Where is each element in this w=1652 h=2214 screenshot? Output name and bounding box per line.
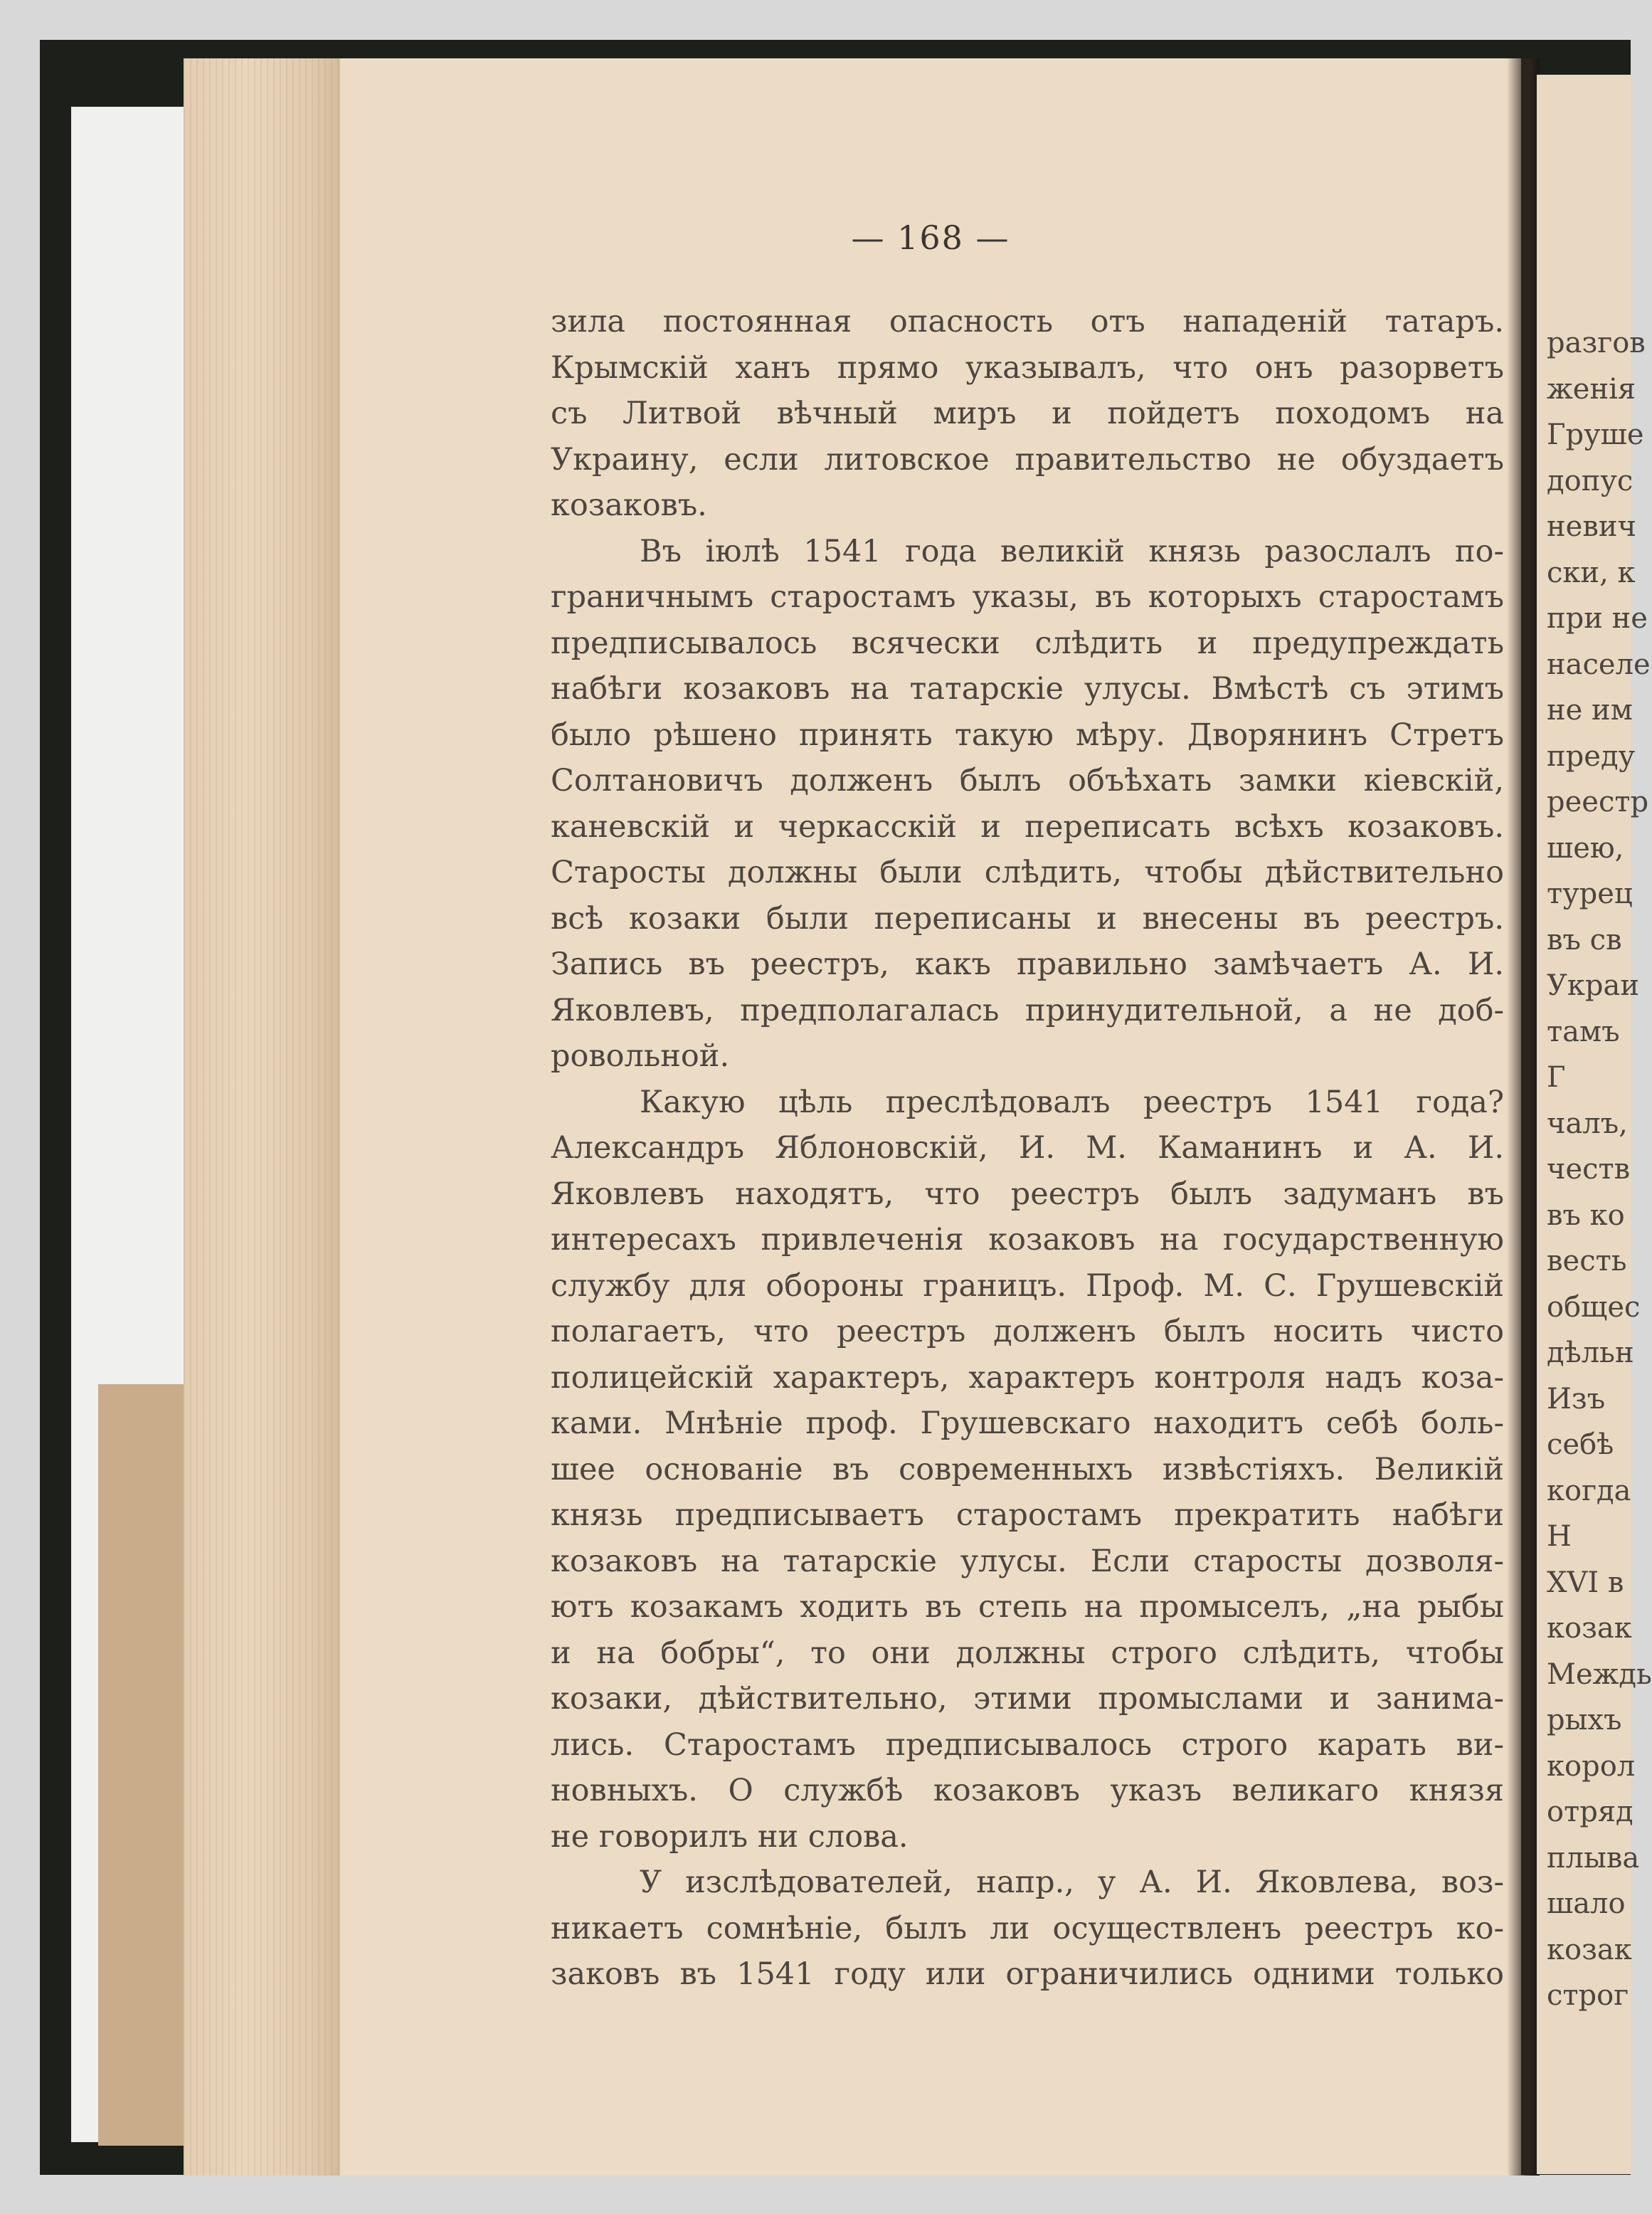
text-line: Солтановичъ долженъ былъ объѣхать замки кіевскій, xyxy=(551,763,1504,798)
text-line: Какую цѣль преслѣдовалъ реестръ 1541 года? xyxy=(640,1084,1504,1120)
book-page xyxy=(340,58,1521,2176)
text-line: граничнымъ старостамъ указы, въ которыхъ старостамъ xyxy=(551,579,1504,615)
next-page-line: турец xyxy=(1547,877,1633,910)
next-page-line: козак xyxy=(1547,1612,1632,1645)
next-page-line: рыхъ xyxy=(1547,1704,1622,1736)
book-fore-edge xyxy=(184,58,341,2176)
text-line: никаетъ сомнѣніе, былъ ли осуществленъ реестръ ко- xyxy=(551,1910,1504,1946)
next-page-line: весть xyxy=(1547,1245,1627,1277)
text-line: Въ іюлѣ 1541 года великій князь разослалъ по- xyxy=(640,533,1504,569)
text-line: Крымскій ханъ прямо указывалъ, что онъ разорветъ xyxy=(551,349,1504,386)
next-page-text xyxy=(1537,320,1652,2019)
text-line: козаки, дѣйствительно, этими промыслами и занима- xyxy=(551,1681,1504,1717)
text-line: было рѣшено принять такую мѣру. Дворянинъ Стретъ xyxy=(551,717,1504,753)
text-line: У изслѣдователей, напр., у А. И. Яковлева, воз- xyxy=(640,1865,1504,1900)
next-page-line: Г xyxy=(1547,1061,1566,1094)
next-page-line: допус xyxy=(1547,464,1634,497)
text-line: Яковлевъ находятъ, что реестръ былъ задуманъ въ xyxy=(551,1176,1504,1212)
text-line: ровольной. xyxy=(551,1038,730,1074)
text-line: ютъ козакамъ ходить въ степь на промыселъ, „на рыбы xyxy=(551,1589,1504,1625)
text-line: полагаетъ, что реестръ долженъ былъ носить чисто xyxy=(551,1314,1504,1349)
next-page-line: въ св xyxy=(1547,923,1622,956)
next-page-line: не им xyxy=(1547,694,1633,727)
next-page-line: XVI в xyxy=(1547,1566,1624,1599)
text-line: съ Литвой вѣчный миръ и пойдетъ походомъ на xyxy=(551,396,1504,431)
next-page-line: женія xyxy=(1547,372,1636,406)
next-page-line: дѣльн xyxy=(1547,1337,1634,1369)
next-page-line: Изъ xyxy=(1547,1382,1606,1416)
text-line: козаковъ на татарскіе улусы. Если старосты дозволя- xyxy=(551,1543,1504,1579)
text-line: службу для обороны границъ. Проф. М. С. Грушевскій xyxy=(551,1267,1504,1304)
next-page-line: себѣ xyxy=(1547,1428,1614,1461)
next-page-line: корол xyxy=(1547,1749,1636,1783)
next-page-line: Груше xyxy=(1547,418,1644,451)
tan-backing-strip xyxy=(98,1384,184,2146)
next-page-line: честв xyxy=(1547,1153,1631,1186)
text-line: лись. Старостамъ предписывалось строго карать ви- xyxy=(551,1727,1504,1763)
text-line: Украину, если литовское правительство не обуздаетъ xyxy=(551,441,1504,478)
next-page-fragment xyxy=(1537,75,1652,2174)
next-page-line: Н xyxy=(1547,1520,1572,1553)
next-page-line: при не xyxy=(1547,602,1648,635)
text-line: шее основаніе въ современныхъ извѣстіяхъ. Великій xyxy=(551,1451,1504,1487)
text-line: и на бобры“, то они должны строго слѣдить, чтобы xyxy=(551,1635,1504,1671)
next-page-line: общес xyxy=(1547,1290,1641,1324)
text-line: каневскій и черкасскій и переписать всѣхъ козаковъ. xyxy=(551,808,1504,845)
text-line: интересахъ привлеченія козаковъ на государственную xyxy=(551,1222,1504,1258)
page-text xyxy=(551,299,1504,1998)
next-page-line: шею, xyxy=(1547,831,1624,865)
next-page-line: плыва xyxy=(1547,1841,1640,1875)
text-line: Старосты должны были слѣдить, чтобы дѣйствительно xyxy=(551,855,1504,890)
next-page-line: отряд xyxy=(1547,1796,1634,1828)
text-line: Запись въ реестръ, какъ правильно замѣчаетъ А. И. xyxy=(551,947,1504,982)
next-page-line: Украи xyxy=(1547,969,1640,1002)
text-line: козаковъ. xyxy=(551,487,707,523)
next-page-line: разгов xyxy=(1547,327,1646,359)
text-line: Яковлевъ, предполагалась принудительной, а не доб- xyxy=(551,992,1504,1028)
next-page-line: преду xyxy=(1547,739,1636,773)
text-line: не говорилъ ни слова. xyxy=(551,1818,909,1855)
next-page-line: строг xyxy=(1547,1979,1629,2012)
next-page-line: въ ко xyxy=(1547,1198,1625,1232)
text-line: Александръ Яблоновскій, И. М. Каманинъ и А. И. xyxy=(551,1130,1504,1166)
book-gutter xyxy=(1507,58,1540,2176)
next-page-line: чалъ, xyxy=(1547,1107,1628,1140)
next-page-line: ски, к xyxy=(1547,556,1636,589)
page-number: — 168 — xyxy=(851,218,1010,257)
text-line: всѣ козаки были переписаны и внесены въ реестръ. xyxy=(551,900,1504,937)
next-page-line: реестр xyxy=(1547,786,1649,818)
text-line: набѣги козаковъ на татарскіе улусы. Вмѣстѣ съ этимъ xyxy=(551,671,1504,707)
next-page-line: когда xyxy=(1547,1474,1631,1507)
next-page-line: тамъ xyxy=(1547,1015,1620,1048)
next-page-line: населе xyxy=(1547,648,1651,681)
next-page-line: Междь xyxy=(1547,1657,1652,1691)
text-line: ками. Мнѣніе проф. Грушевскаго находитъ себѣ боль- xyxy=(551,1406,1504,1441)
text-line: зила постоянная опасность отъ нападеній татаръ. xyxy=(551,304,1504,339)
text-line: предписывалось всячески слѣдить и предупреждать xyxy=(551,625,1504,661)
next-page-line: шало xyxy=(1547,1887,1626,1920)
text-line: заковъ въ 1541 году или ограничились одними только xyxy=(551,1956,1504,1992)
text-line: князь предписываетъ старостамъ прекратить набѣги xyxy=(551,1497,1504,1533)
next-page-line: невич xyxy=(1547,510,1636,543)
text-line: новныхъ. О службѣ козаковъ указъ великаго князя xyxy=(551,1773,1504,1808)
next-page-line: козак xyxy=(1547,1933,1632,1966)
text-line: полицейскій характеръ, характеръ контроля надъ коза- xyxy=(551,1359,1504,1396)
